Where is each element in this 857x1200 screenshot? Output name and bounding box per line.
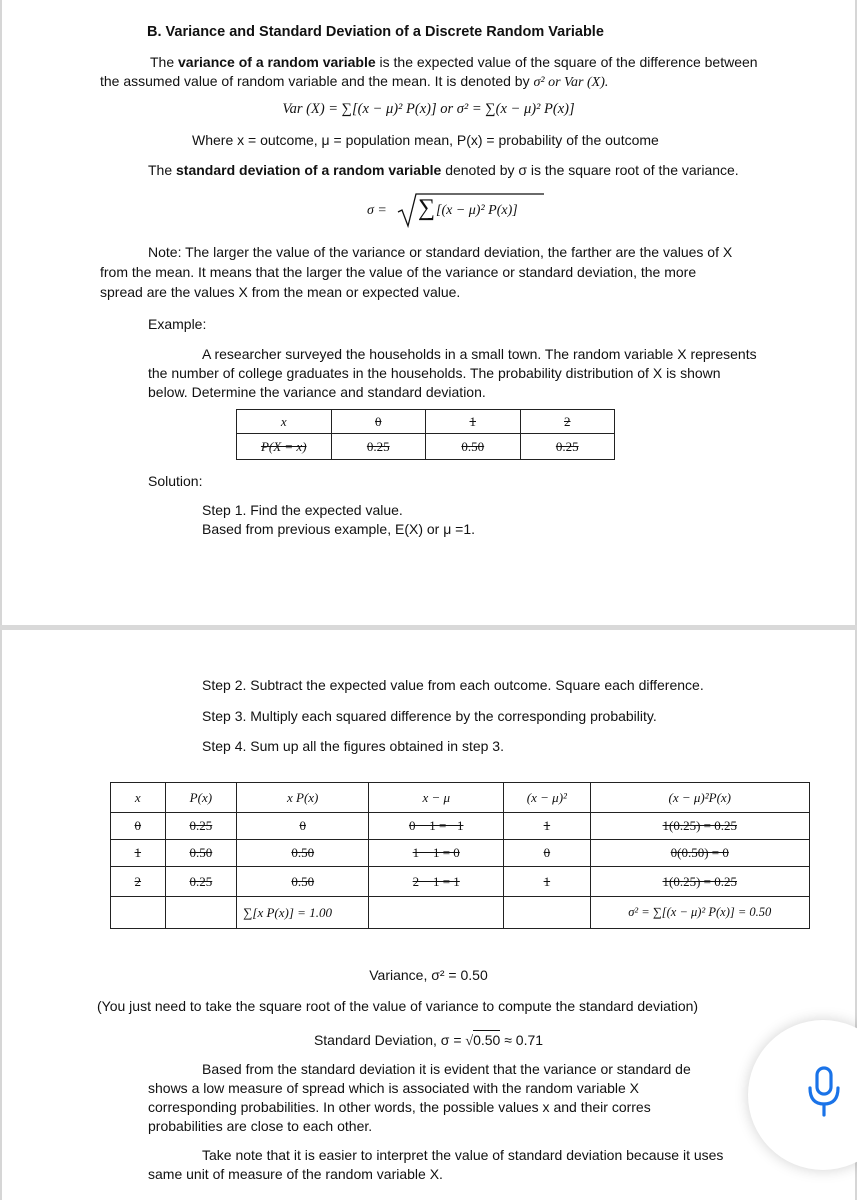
calc-cell-text: 0.50 — [291, 845, 315, 860]
sqrt-note: (You just need to take the square root of the value of variance to compute the standard deviation) — [97, 998, 699, 1014]
calc-cell — [504, 813, 590, 840]
dist-cell — [520, 410, 615, 434]
sd-radicand: 0.50 — [473, 1032, 501, 1048]
calc-cell — [590, 840, 809, 867]
calc-cell — [504, 867, 590, 897]
calculation-table — [110, 782, 810, 929]
take-note-line2: same unit of measure of the random variable X. — [148, 1166, 443, 1182]
calc-cell-text: 0.25 — [189, 873, 213, 889]
sd-lhs: σ = — [367, 203, 387, 218]
calc-cell-text: 0.50 — [189, 845, 213, 860]
calc-cell — [111, 867, 166, 897]
solution-label: Solution: — [148, 473, 203, 489]
dist-cell — [520, 434, 615, 460]
calc-header: x − μ — [369, 783, 504, 813]
calc-header: x — [111, 783, 166, 813]
calc-cell — [369, 867, 504, 897]
bold-term: variance of a random variable — [178, 54, 376, 70]
calc-cell-text: 0.25 — [189, 818, 213, 833]
sd-approx: ≈ 0.71 — [500, 1032, 544, 1048]
sd-label: Standard Deviation, σ = — [313, 1032, 466, 1048]
variance-formula: Var (X) = ∑[(x − μ)² P(x)] or σ² = ∑(x − μ)² P(x)] — [282, 101, 575, 117]
page-edge-left — [0, 0, 2, 1200]
calc-cell-empty — [369, 897, 504, 929]
calc-cell-text: 1(0.25) = 0.25 — [662, 818, 738, 833]
note-line3: spread are the values X from the mean or expected value. — [100, 284, 461, 300]
example-label: Example: — [148, 316, 207, 332]
sum-xp: ∑[x P(x)] = 1.00 — [237, 897, 369, 929]
dist-cell-text: 1 — [469, 413, 476, 429]
calc-cell — [237, 813, 369, 840]
dist-cell-text: 0.25 — [555, 438, 579, 454]
calc-cell-text: 1 − 1 = 0 — [412, 845, 460, 860]
calc-cell — [369, 813, 504, 840]
variance-result: Variance, σ² = 0.50 — [369, 967, 488, 983]
sd-result — [0, 1030, 857, 1050]
conclusion-line2: shows a low measure of spread which is associated with the random variable X — [148, 1080, 640, 1096]
calc-cell — [165, 867, 237, 897]
dist-cell-text: 0.25 — [366, 438, 390, 454]
summation-symbol: ∑ — [418, 195, 436, 221]
calc-cell — [111, 840, 166, 867]
text: the assumed value of random variable and the mean. It is denoted by — [100, 73, 534, 89]
calc-cell-text: 0 — [134, 818, 142, 833]
calc-cell-text: 2 − 1 = 1 — [412, 873, 460, 889]
dist-cell — [426, 410, 521, 434]
conclusion-line3: corresponding probabilities. In other words, the possible values x and their corres — [148, 1099, 651, 1115]
distribution-table — [236, 409, 615, 460]
symbols: σ² or Var (X). — [533, 75, 609, 90]
page-divider — [0, 625, 857, 630]
where-line: Where x = outcome, μ = population mean, P(x) = probability of the outcome — [192, 132, 659, 148]
calc-cell-text: 1 — [543, 873, 551, 889]
dist-cell — [237, 434, 332, 460]
text: The — [148, 162, 177, 178]
dist-cell — [426, 434, 521, 460]
dist-cell — [331, 410, 426, 434]
calc-cell — [590, 867, 809, 897]
calc-cell-text: 1(0.25) = 0.25 — [662, 873, 738, 889]
dist-cell-text: 2 — [564, 413, 571, 429]
variance-definition-line2 — [100, 73, 608, 91]
calc-header: x P(x) — [237, 783, 369, 813]
calc-cell — [165, 840, 237, 867]
calc-cell-text: 0(0.50) = 0 — [670, 845, 729, 860]
calc-cell-text: 0 − 1 = −1 — [408, 818, 464, 833]
calc-cell — [504, 840, 590, 867]
step3: Step 3. Multiply each squared difference by the corresponding probability. — [202, 708, 657, 724]
text: is the expected value of the square of the difference between — [375, 54, 758, 70]
step1-title: Step 1. Find the expected value. — [202, 502, 403, 518]
dist-cell: x — [237, 410, 332, 434]
sd-definition — [148, 162, 739, 178]
calc-cell — [111, 813, 166, 840]
step4: Step 4. Sum up all the figures obtained in step 3. — [202, 738, 504, 754]
sum-variance: σ² = ∑[(x − μ)² P(x)] = 0.50 — [590, 897, 809, 929]
note-line1: Note: The larger the value of the variance or standard deviation, the farther are the values of X — [148, 244, 733, 260]
dist-cell-text: P(X = x) — [260, 438, 307, 454]
calc-cell — [590, 813, 809, 840]
note-line2: from the mean. It means that the larger the value of the variance or standard deviation, the more — [100, 264, 697, 280]
calc-cell — [165, 813, 237, 840]
calc-header: P(x) — [165, 783, 237, 813]
example-line1: A researcher surveyed the households in a small town. The random variable X represents — [202, 346, 757, 362]
calc-cell — [237, 867, 369, 897]
dist-cell — [331, 434, 426, 460]
bold-term: standard deviation of a random variable — [176, 162, 442, 178]
table-row — [111, 867, 810, 897]
conclusion-line1: Based from the standard deviation it is evident that the variance or standard de — [202, 1061, 691, 1077]
calc-cell-text: 1 — [134, 845, 142, 860]
calc-cell — [237, 840, 369, 867]
sd-formula — [367, 203, 387, 219]
conclusion-line4: probabilities are close to each other. — [148, 1118, 373, 1134]
step1-text: Based from previous example, E(X) or μ =1. — [202, 521, 476, 537]
sd-formula-body: [(x − μ)² P(x)] — [436, 203, 518, 218]
calc-header: (x − μ)² — [504, 783, 590, 813]
calc-cell — [369, 840, 504, 867]
table-row — [111, 813, 810, 840]
root-icon: √ — [465, 1034, 474, 1049]
calc-header: (x − μ)²P(x) — [590, 783, 809, 813]
calc-cell-text: 0.50 — [291, 873, 315, 889]
microphone-icon — [806, 1066, 842, 1118]
calc-cell-text: 2 — [134, 873, 142, 889]
dist-cell-text: 0.50 — [461, 438, 485, 454]
calc-cell-text: 1 — [543, 818, 551, 833]
calc-cell-empty — [111, 897, 166, 929]
section-title: B. Variance and Standard Deviation of a Discrete Random Variable — [147, 24, 604, 40]
example-line2: the number of college graduates in the households. The probability distribution of X is shown — [148, 365, 721, 381]
variance-definition-line1 — [150, 54, 810, 70]
example-line3: below. Determine the variance and standard deviation. — [148, 384, 486, 400]
text: The — [150, 54, 179, 70]
calc-cell-empty — [165, 897, 237, 929]
take-note-line1: Take note that it is easier to interpret the value of standard deviation because it uses — [202, 1147, 724, 1163]
table-row — [111, 840, 810, 867]
step2: Step 2. Subtract the expected value from each outcome. Square each difference. — [202, 677, 704, 693]
calc-cell-text: 0 — [543, 845, 551, 860]
calc-cell-text: 0 — [299, 818, 306, 833]
calc-cell-empty — [504, 897, 590, 929]
dist-cell-text: 0 — [375, 413, 382, 429]
text: denoted by σ is the square root of the variance. — [441, 162, 739, 178]
